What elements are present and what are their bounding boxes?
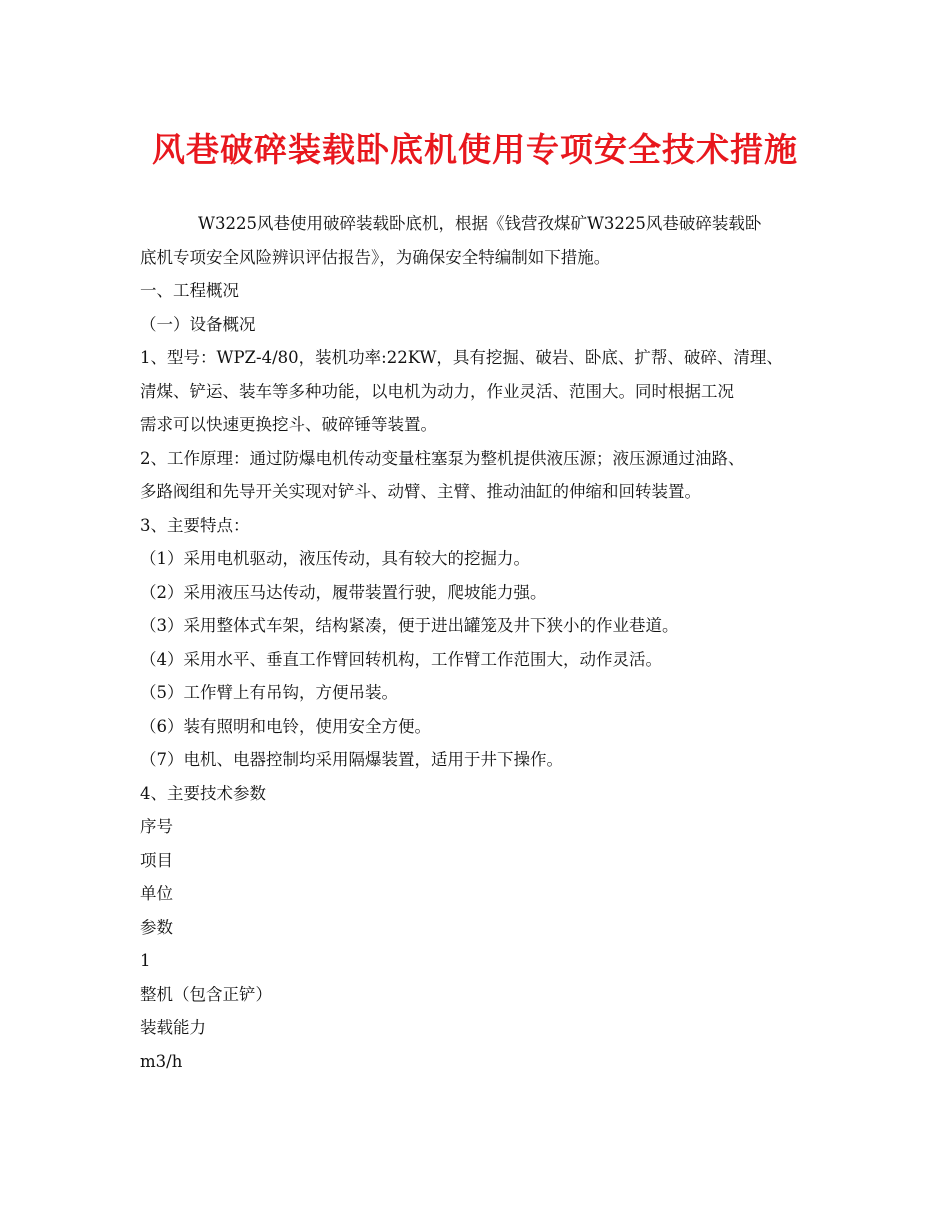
paragraph-intro-line-2: 底机专项安全风险辨识评估报告》，为确保安全特编制如下措施。 xyxy=(140,247,611,267)
item-model-line-3: 需求可以快速更换挖斗、破碎锤等装置。 xyxy=(140,415,437,434)
table-cell-loading-capacity: 装载能力 xyxy=(140,1018,206,1037)
item-model-line-1: 1、型号：WPZ-4/80，装机功率:22KW，具有挖掘、破岩、卧底、扩帮、破碎、清理、 xyxy=(140,348,783,367)
table-header-unit: 单位 xyxy=(140,884,173,903)
feature-item-6: （6）装有照明和电铃，使用安全方便。 xyxy=(140,716,431,736)
table-header-serial: 序号 xyxy=(140,817,173,836)
section-heading-project-overview: 一、工程概况 xyxy=(140,281,239,300)
feature-item-2: （2）采用液压马达传动，履带装置行驶，爬坡能力强。 xyxy=(140,582,547,602)
item-principle-line-2: 多路阀组和先导开关实现对铲斗、动臂、主臂、推动油缸的伸缩和回转装置。 xyxy=(140,482,701,501)
feature-item-7: （7）电机、电器控制均采用隔爆装置，适用于井下操作。 xyxy=(140,750,563,769)
item-model-line-2: 清煤、铲运、装车等多种功能，以电机为动力，作业灵活、范围大。同时根据工况 xyxy=(140,381,734,401)
item-principle-line-1: 2、工作原理：通过防爆电机传动变量柱塞泵为整机提供液压源；液压源通过油路、 xyxy=(140,448,745,468)
item-features-heading: 3、主要特点： xyxy=(140,515,250,535)
table-header-parameter: 参数 xyxy=(140,917,173,937)
feature-item-3: （3）采用整体式车架，结构紧凑，便于进出罐笼及井下狭小的作业巷道。 xyxy=(140,616,679,635)
table-cell-serial-1: 1 xyxy=(140,951,151,970)
feature-item-5: （5）工作臂上有吊钩，方便吊装。 xyxy=(140,683,398,702)
feature-item-1: （1）采用电机驱动，液压传动，具有较大的挖掘力。 xyxy=(140,549,530,568)
table-cell-unit-m3h: m3/h xyxy=(140,1051,183,1071)
table-header-item: 项目 xyxy=(140,850,173,870)
document-body xyxy=(140,207,830,1078)
subsection-heading-equipment-overview: （一）设备概况 xyxy=(140,314,256,334)
table-cell-machine: 整机（包含正铲） xyxy=(140,984,272,1004)
document-title: 风巷破碎装载卧底机使用专项安全技术措施 xyxy=(152,130,798,169)
feature-item-4: （4）采用水平、垂直工作臂回转机构，工作臂工作范围大，动作灵活。 xyxy=(140,649,662,669)
item-technical-parameters-heading: 4、主要技术参数 xyxy=(140,783,266,803)
paragraph-intro-line-1: W3225风巷使用破碎装载卧底机，根据《钱营孜煤矿W3225风巷破碎装载卧 xyxy=(198,214,762,233)
